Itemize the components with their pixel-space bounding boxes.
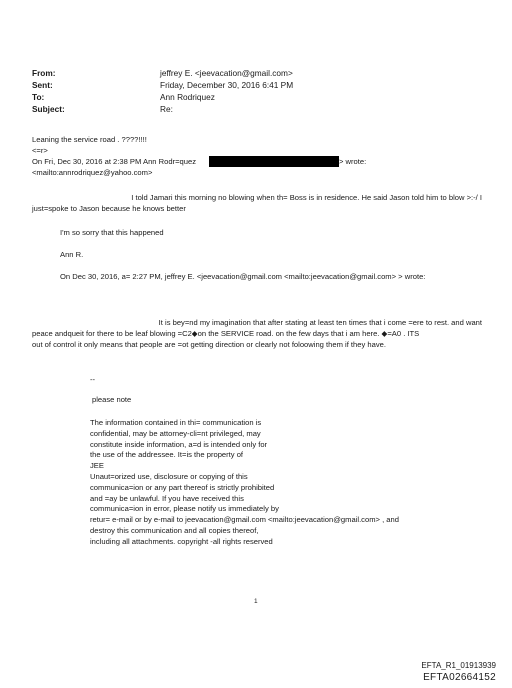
disclaimer-line: the use of the addressee. It=is the property of [90,450,244,460]
body-line: It is bey=nd my imagination that after stating at least ten times that i come =ere to rest. and want [158,318,482,327]
disclaimer-line: constitute inside information, a=d is intended only for [90,439,268,449]
body-line: out of control it only means that people are =ot getting direction or clearly not foloowing them if they have. [32,340,386,349]
from-label: From: [32,68,56,78]
disclaimer-line: and =ay be unlawful. If you have received this [90,493,244,503]
please-note: please note [92,395,132,404]
disclaimer-line: communica=ion in error, please notify us immediately by [90,504,279,514]
body-line: > wrote: [339,157,367,166]
bates-number-secondary: EFTA02664152 [423,672,496,683]
from-value: jeffrey E. <jeevacation@gmail.com> [160,68,293,78]
disclaimer-line: The information contained in thi= communication is [90,418,262,427]
body-line: peace andqueit for there to be leaf blowing =C2◆on the SERVICE road. on the few days that i am here. ◆=A0 . ITS [32,329,420,338]
quote-header: On Dec 30, 2016, a= 2:27 PM, jeffrey E. <jeevacation@gmail.com <mailto:jeevacation@gmail.com> > wrote: [60,272,426,281]
body-line: Leaning the service road . ????!!!! [32,135,147,144]
body-line: <=r> [32,146,48,155]
disclaimer-line: communica=ion or any part thereof is strictly prohibited [90,482,275,492]
bates-number-primary: EFTA_R1_01913939 [421,661,496,670]
body-line: On Fri, Dec 30, 2016 at 2:38 PM Ann Rodr=quez [32,157,196,166]
signature-separator: -- [90,375,96,384]
disclaimer-line: destroy this communication and all copies thereof, [90,525,259,535]
signature: Ann R. [60,250,84,259]
sent-value: Friday, December 30, 2016 6:41 PM [160,80,294,90]
body-line: I told Jamari this morning no blowing when th= Boss is in residence. He said Jason told him to blow >:-/ I [131,193,482,202]
disclaimer-line: confidential, may be attorney-cli=nt privileged, may [90,428,261,438]
disclaimer-line: JEE [90,461,104,471]
email-link[interactable]: <mailto:annrodriquez@yahoo.com> [32,168,153,177]
body-line: I'm so sorry that this happened [60,228,164,237]
disclaimer-line: including all attachments. copyright -all rights reserved [90,536,273,546]
redaction-box [209,156,339,167]
page-number: 1 [254,598,258,605]
to-value: Ann Rodriquez [160,92,215,102]
disclaimer-line: Unaut=orized use, disclosure or copying of this [90,471,248,481]
sent-label: Sent: [32,80,53,90]
subject-value: Re: [160,104,173,114]
disclaimer-block [90,418,399,548]
to-label: To: [32,92,45,102]
disclaimer-line: retur= e-mail or by e-mail to jeevacation@gmail.com <mailto:jeevacation@gmail.com> , and [90,515,399,525]
subject-label: Subject: [32,104,65,114]
body-line: just=spoke to Jason because he knows better [32,204,186,213]
